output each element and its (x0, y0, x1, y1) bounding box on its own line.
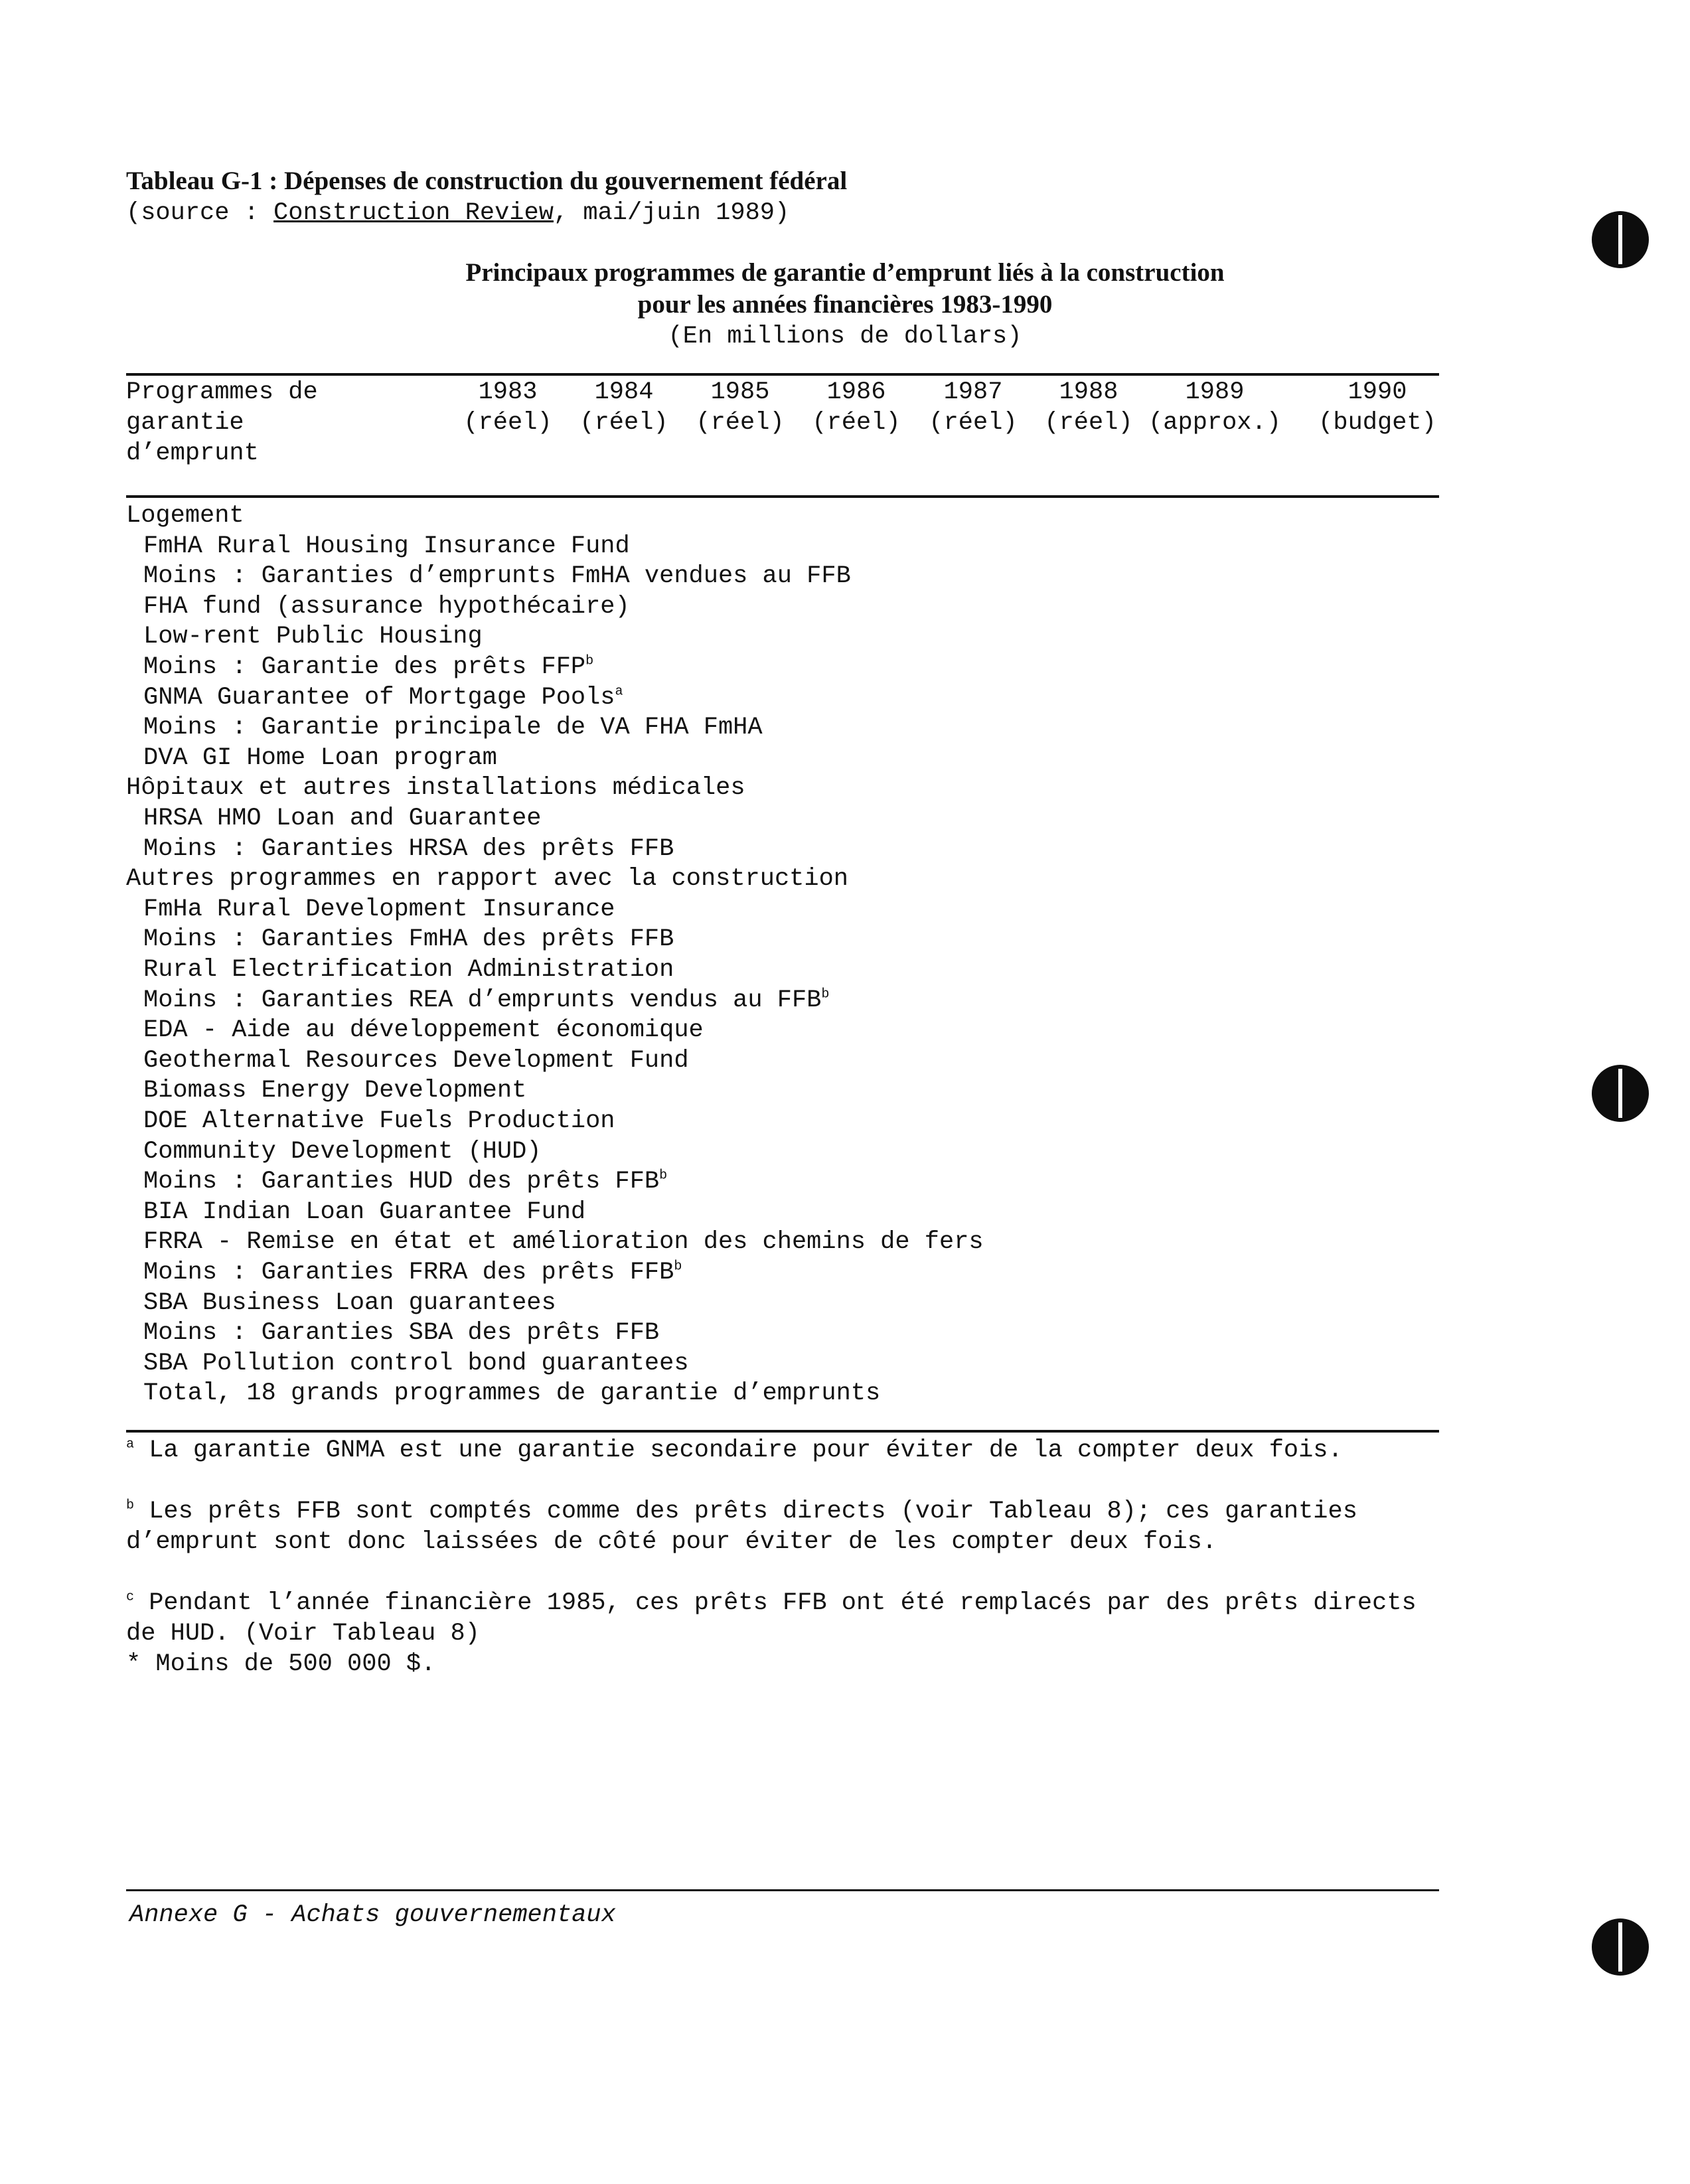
column-year: 1990 (1347, 378, 1407, 406)
column-kind: (réel) (463, 409, 552, 437)
page-footer: Annexe G - Achats gouvernementaux (129, 1901, 616, 1929)
table-header-rule (126, 495, 1439, 498)
column-year: 1983 (478, 378, 538, 406)
table-row: Moins : Garanties REA d’emprunts vendus au FFB$^b$ (143, 986, 830, 1014)
table-bottom-rule (126, 1430, 1439, 1433)
table-row: Biomass Energy Development (143, 1077, 527, 1105)
column-year: 1984 (594, 378, 654, 406)
footnote: $^c$ Pendant l’année financière 1985, ces prêts FFB ont été remplacés par des prêts directs de HUD. (Voir Tableau 8) (126, 1589, 1417, 1648)
column-kind: (réel) (579, 409, 668, 437)
table-row: SBA Pollution control bond guarantees (143, 1349, 689, 1377)
column-year: 1987 (943, 378, 1003, 406)
table-row: FmHa Rural Development Insurance (143, 895, 615, 923)
table-top-rule (126, 373, 1439, 376)
table-caption: Tableau G-1 : Dépenses de construction du gouvernement fédéral (126, 167, 848, 195)
column-year: 1989 (1185, 378, 1245, 406)
section-heading: Hôpitaux et autres installations médicales (126, 774, 745, 803)
column-kind: (budget) (1318, 409, 1436, 437)
footnote-marker: c (126, 1589, 135, 1605)
table-row: Moins : Garantie principale de VA FHA FmHA (143, 714, 763, 742)
table-row: FHA fund (assurance hypothécaire) (143, 592, 630, 621)
column-year: 1986 (826, 378, 886, 406)
table-title-line2: pour les années financières 1983-1990 (637, 290, 1053, 319)
table-row: Moins : Garanties SBA des prêts FFB (143, 1319, 660, 1348)
table-row: Moins : Garanties FmHA des prêts FFB (143, 925, 674, 954)
footnote: $^b$ Les prêts FFB sont comptés comme des prêts directs (voir Tableau 8); ces garanties d’emprunt sont donc laissées de côté pour éviter de les compter deux fois. (126, 1498, 1357, 1556)
table-row: Moins : Garanties FRRA des prêts FFB$^b$ (143, 1259, 682, 1287)
table-row: HRSA HMO Loan and Guarantee (143, 805, 542, 832)
source-publication: Construction Review (273, 199, 554, 227)
column-kind: (réel) (1044, 409, 1133, 437)
table-row: Moins : Garantie des prêts FFP$^b$ (143, 653, 594, 681)
column-header-1990 (1298, 377, 1457, 438)
table-title-units: (En millions de dollars) (668, 323, 1022, 351)
table-row: Moins : Garanties HRSA des prêts FFB (143, 834, 674, 863)
table-row: GNMA Guarantee of Mortgage Pools$^a$ (143, 683, 623, 712)
footer-rule (126, 1889, 1439, 1891)
table-row: Community Development (HUD) (143, 1137, 542, 1166)
table-row: SBA Business Loan guarantees (143, 1288, 556, 1317)
column-kind: (réel) (812, 409, 901, 437)
column-year: 1988 (1059, 378, 1118, 406)
column-kind: (approx.) (1148, 409, 1281, 437)
footnote-marker: a (126, 1437, 135, 1452)
punch-hole-bottom (1592, 1918, 1649, 1976)
footnote-marker: a (615, 684, 623, 700)
footnote-marker: b (821, 986, 830, 1002)
footnote: * Moins de 500 000 $. (126, 1650, 436, 1678)
footnote-marker: b (126, 1498, 135, 1514)
table-row: Geothermal Resources Development Fund (143, 1046, 689, 1075)
footnote: $^a$ La garantie GNMA est une garantie secondaire pour éviter de la compter deux fois. (126, 1437, 1343, 1464)
table-row: Moins : Garanties HUD des prêts FFB$^b$ (143, 1168, 668, 1196)
table-row: BIA Indian Loan Guarantee Fund (143, 1198, 586, 1226)
punch-hole-middle (1592, 1065, 1649, 1122)
footnote-marker: b (585, 653, 594, 669)
column-year: 1985 (710, 378, 770, 406)
first-column-header: Programmes de garantie d’emprunt (126, 378, 318, 467)
table-row: FmHA Rural Housing Insurance Fund (143, 532, 630, 560)
footnote-marker: b (674, 1259, 682, 1275)
source-line: (source : Construction Review, mai/juin 1989) (126, 199, 790, 227)
table-row: Rural Electrification Administration (143, 956, 674, 984)
table-row: DOE Alternative Fuels Production (143, 1107, 615, 1135)
table-row: EDA - Aide au développement économique (143, 1016, 704, 1045)
table-row: Low-rent Public Housing (143, 623, 483, 651)
section-heading: Logement (126, 502, 244, 530)
table-row: DVA GI Home Loan program (143, 743, 497, 772)
footnote-marker: b (659, 1168, 668, 1184)
column-kind: (réel) (696, 409, 785, 437)
column-kind: (réel) (929, 409, 1018, 437)
table-title-line1: Principaux programmes de garantie d’emprunt liés à la construction (465, 258, 1225, 287)
table-row: Moins : Garanties d’emprunts FmHA vendues au FFB (143, 562, 851, 591)
table-row: Total, 18 grands programmes de garantie d’emprunts (143, 1379, 881, 1408)
section-heading: Autres programmes en rapport avec la construction (126, 865, 848, 894)
column-header-1989 (1135, 377, 1294, 438)
table-row: FRRA - Remise en état et amélioration des chemins de fers (143, 1228, 984, 1257)
